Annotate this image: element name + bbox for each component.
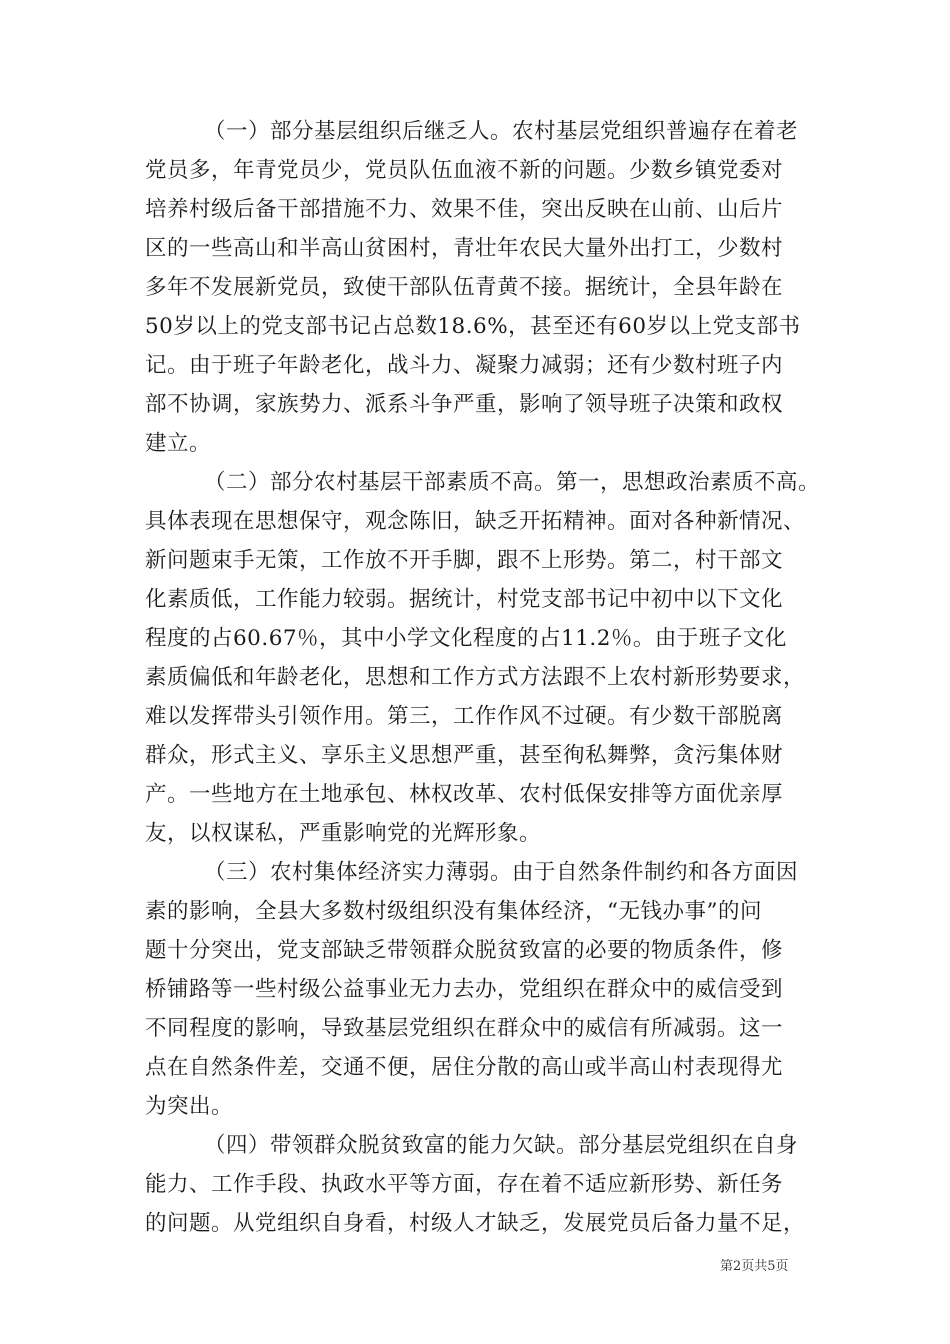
text-line: （四）带领群众脱贫致富的能力欠缺。部分基层党组织在自身: [204, 1133, 799, 1158]
text-line: 难以发挥带头引领作用。第三，工作作风不过硬。有少数干部脱离: [145, 704, 784, 729]
text-line: 友，以权谋私，严重影响党的光辉形象。: [145, 821, 542, 846]
text-line: 产。一些地方在土地承包、林权改革、农村低保安排等方面优亲厚: [145, 782, 784, 807]
text-line: 群众，形式主义、享乐主义思想严重，甚至徇私舞弊，贪污集体财: [145, 743, 784, 768]
page-number-footer: 第2页共5页: [720, 1259, 789, 1274]
text-line: 化素质低，工作能力较弱。据统计，村党支部书记中初中以下文化: [145, 587, 784, 612]
text-line: 培养村级后备干部措施不力、效果不佳，突出反映在山前、山后片: [145, 197, 784, 222]
text-line: 多年不发展新党员，致使干部队伍青黄不接。据统计，全县年龄在: [145, 275, 784, 300]
text-line: （一）部分基层组织后继乏人。农村基层党组织普遍存在着老: [204, 119, 799, 144]
text-line: 的问题。从党组织自身看，村级人才缺乏，发展党员后备力量不足，: [145, 1211, 806, 1236]
text-line: （三）农村集体经济实力薄弱。由于自然条件制约和各方面因: [204, 860, 799, 885]
paragraph-2: [145, 463, 820, 853]
text-line: 能力、工作手段、执政水平等方面，存在着不适应新形势、新任务: [145, 1172, 784, 1197]
text-line: 素的影响，全县大多数村级组织没有集体经济，“无钱办事”的问: [145, 899, 762, 924]
text-line: 部不协调，家族势力、派系斗争严重，影响了领导班子决策和政权: [145, 392, 784, 417]
paragraph-4: [145, 1126, 805, 1243]
text-line: 题十分突出，党支部缺乏带领群众脱贫致富的必要的物质条件，修: [145, 938, 784, 963]
text-line: 不同程度的影响，导致基层党组织在群众中的威信有所减弱。这一: [145, 1016, 784, 1041]
text-line: 记。由于班子年龄老化，战斗力、凝聚力减弱；还有少数村班子内: [145, 353, 784, 378]
text-line: 为突出。: [145, 1094, 234, 1119]
text-line: 程度的占60.67％，其中小学文化程度的占11.2％。由于班子文化: [145, 626, 787, 651]
paragraph-3: [145, 853, 798, 1126]
text-line: 区的一些高山和半高山贫困村，青壮年农民大量外出打工，少数村: [145, 236, 784, 261]
text-line: 50岁以上的党支部书记占总数18.6%，甚至还有60岁以上党支部书: [145, 314, 801, 339]
text-line: （二）部分农村基层干部素质不高。第一，思想政治素质不高。: [204, 470, 821, 495]
paragraph-1: [145, 112, 801, 463]
text-line: 建立。: [145, 431, 212, 456]
text-line: 新问题束手无策，工作放不开手脚，跟不上形势。第二，村干部文: [145, 548, 784, 573]
text-line: 具体表现在思想保守，观念陈旧，缺乏开拓精神。面对各种新情况、: [145, 509, 806, 534]
text-line: 党员多，年青党员少，党员队伍血液不新的问题。少数乡镇党委对: [145, 158, 784, 183]
text-line: 点在自然条件差，交通不便，居住分散的高山或半高山村表现得尤: [145, 1055, 784, 1080]
text-line: 素质偏低和年龄老化，思想和工作方式方法跟不上农村新形势要求，: [145, 665, 806, 690]
text-line: 桥铺路等一些村级公益事业无力去办，党组织在群众中的威信受到: [145, 977, 784, 1002]
